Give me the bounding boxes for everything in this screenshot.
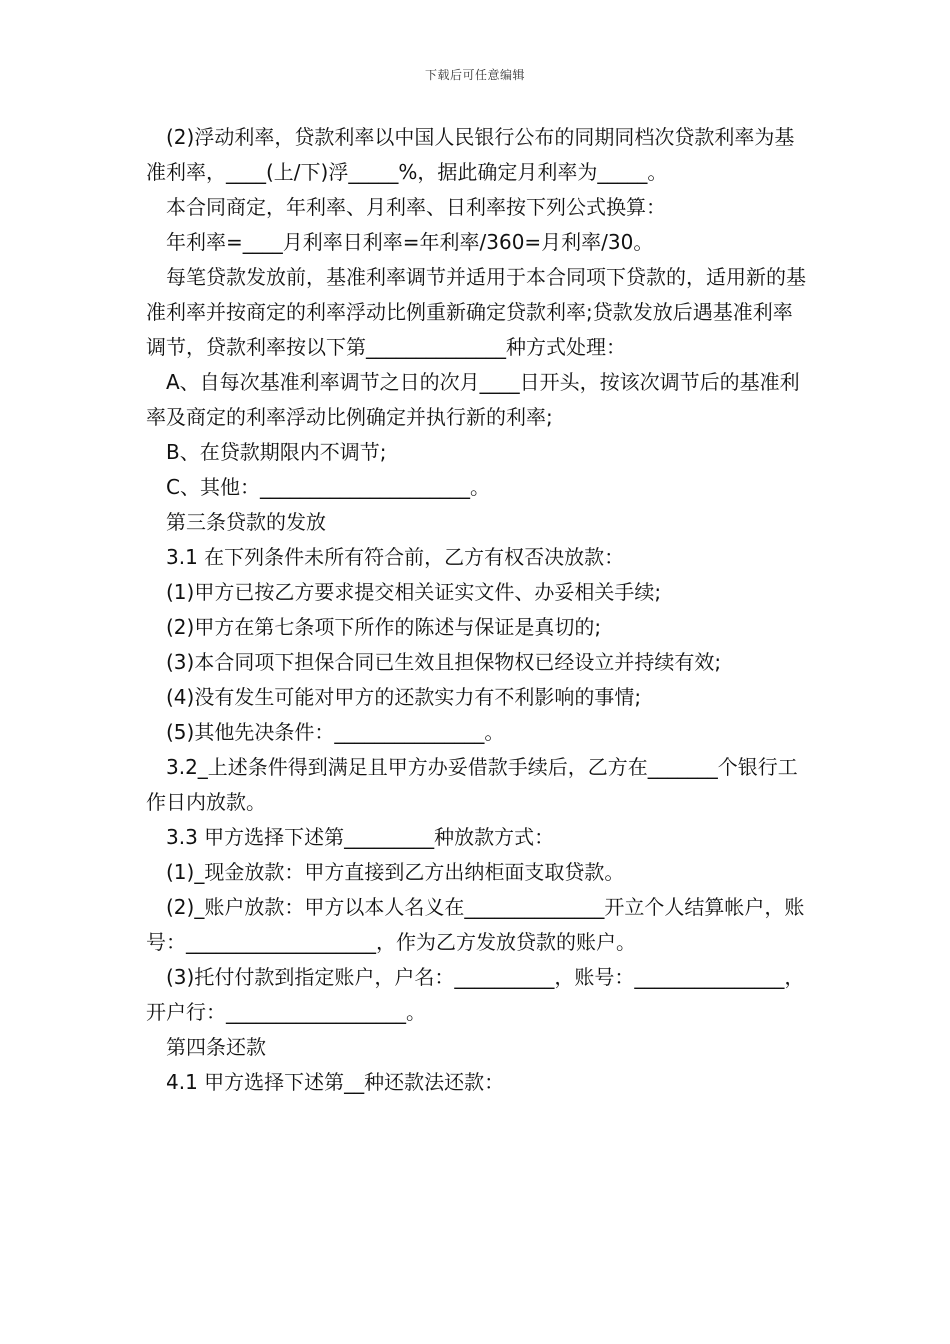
document-body	[146, 120, 810, 1100]
paragraph-4-1: 4.1 甲方选择下述第__种还款法还款：	[166, 1070, 505, 1094]
list-item-condition-1: (1)甲方已按乙方要求提交相关证实文件、办妥相关手续;	[166, 580, 662, 604]
paragraph-3-3: 3.3 甲方选择下述第_________种放款方式：	[166, 825, 555, 849]
paragraph-rate-formula: 年利率=____月利率日利率=年利率/360=月利率/30。	[166, 230, 654, 254]
list-item-condition-2: (2)甲方在第七条项下所作的陈述与保证是真切的;	[166, 615, 602, 639]
paragraph-option-b: B、在贷款期限内不调节;	[166, 440, 387, 464]
paragraph-option-c: C、其他：_____________________。	[166, 475, 490, 499]
paragraph-option-a: A、自每次基准利率调节之日的次月____日开头，按该次调节后的基准利率及商定的利率浮动比例确定并执行新的利率;	[146, 370, 800, 429]
paragraph-3-2: 3.2_上述条件得到满足且甲方办妥借款手续后，乙方在_______个银行工作日内放款。	[146, 755, 798, 814]
section-heading-article-3: 第三条贷款的发放	[166, 510, 326, 534]
paragraph-3-1: 3.1 在下列条件未所有符合前，乙方有权否决放款：	[166, 545, 625, 569]
paragraph-floating-rate: (2)浮动利率，贷款利率以中国人民银行公布的同期同档次贷款利率为基准利率，____(上/下)浮_____%，据此确定月利率为_____。	[146, 125, 795, 184]
list-item-condition-4: (4)没有发生可能对甲方的还款实力有不利影响的事情;	[166, 685, 642, 709]
paragraph-rate-adjustment: 每笔贷款发放前，基准利率调节并适用于本合同项下贷款的，适用新的基准利率并按商定的利率浮动比例重新确定贷款利率;贷款发放后遇基准利率调节，贷款利率按以下第______________种方式处理：	[146, 265, 806, 359]
list-item-disbursement-entrusted: (3)托付付款到指定账户，户名：__________，账号：_______________，开户行：__________________。	[146, 965, 805, 1024]
list-item-disbursement-cash: (1)_现金放款：甲方直接到乙方出纳柜面支取贷款。	[166, 860, 625, 884]
page-header: 下载后可任意编辑	[424, 68, 525, 82]
list-item-disbursement-account: (2)_账户放款：甲方以本人名义在______________开立个人结算帐户，账号：___________________，作为乙方发放贷款的账户。	[146, 895, 805, 954]
list-item-condition-5: (5)其他先决条件：_______________。	[166, 720, 505, 744]
section-heading-article-4: 第四条还款	[166, 1035, 266, 1059]
list-item-condition-3: (3)本合同项下担保合同已生效且担保物权已经设立并持续有效;	[166, 650, 722, 674]
paragraph-rate-conversion-intro: 本合同商定，年利率、月利率、日利率按下列公式换算：	[166, 195, 666, 219]
